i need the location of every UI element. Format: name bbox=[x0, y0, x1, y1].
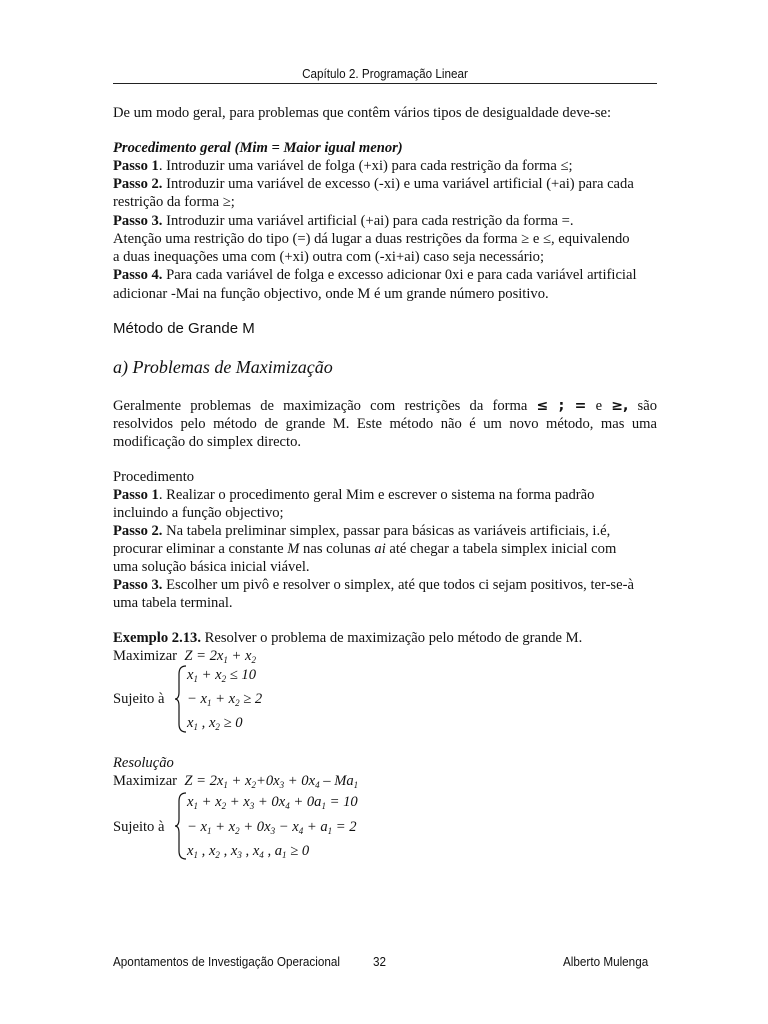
proc-passo-2-cont: procurar eliminar a constante M nas colunas ai até chegar a tabela simplex inicial com bbox=[113, 541, 617, 557]
subsection-heading: a) Problemas de Maximização bbox=[113, 357, 333, 377]
proc-passo-2: Passo 2. Na tabela preliminar simplex, passar para básicas as variáveis artificiais, i.é, bbox=[113, 523, 611, 539]
resolucao-constraint: − $x_1 + x_2 + 0x_3 - x_4 + a_1 = 2$ bbox=[187, 819, 357, 836]
atencao-line-1: Atenção uma restrição do tipo (=) dá lugar a duas restrições da forma ≥ e ≤, equivalendo bbox=[113, 231, 630, 247]
intro-text: De um modo geral, para problemas que contêm vários tipos de desigualdade deve-se: bbox=[113, 105, 612, 121]
header-rule bbox=[113, 83, 657, 84]
exemplo-title: Exemplo 2.13. Resolver o problema de maximização pelo método de grande M. bbox=[113, 630, 583, 646]
passo-2: Passo 2. Introduzir uma variável de excesso (-xi) e uma variável artificial (+ai) para cada bbox=[113, 176, 634, 192]
resolucao-objective-expression: $Z = 2x_1 + x_2+0x_3 + 0x_4 - Ma_1$ bbox=[184, 773, 359, 790]
exemplo-sujeito-label: Sujeito à bbox=[113, 691, 165, 707]
resolucao-constraint: $x_1$ , $x_2$ , $x_3$ , $x_4$ , $a_1 \ge 0$ bbox=[187, 843, 310, 860]
exemplo-brace bbox=[174, 664, 188, 734]
proc-passo-1: Passo 1. Realizar o procedimento geral Mim e escrever o sistema na forma padrão bbox=[113, 487, 595, 503]
exemplo-objective-expression: $Z = 2x_1 + x_2$ bbox=[184, 648, 257, 665]
page-header: Capítulo 2. Programação Linear bbox=[302, 66, 468, 81]
section-heading: Método de Grande M bbox=[113, 320, 255, 337]
proc-passo-3: Passo 3. Escolher um pivô e resolver o simplex, até que todos ci sejam positivos, ter-se-à bbox=[113, 577, 634, 593]
atencao-line-2: a duas inequações uma com (+xi) outra com (-xi+ai) caso seja necessário; bbox=[113, 249, 545, 265]
exemplo-constraint: − $x_1 + x_2 \ge 2$ bbox=[187, 691, 263, 708]
metodo-paragraph-line-1: Geralmente problemas de maximização com restrições da forma ≤ ; = e ≥, são bbox=[113, 398, 657, 414]
proc-passo-2-cont2: uma solução básica inicial viável. bbox=[113, 559, 310, 575]
passo-3: Passo 3. Introduzir uma variável artificial (+ai) para cada restrição da forma =. bbox=[113, 213, 574, 229]
passo-1: Passo 1. Introduzir uma variável de folga (+xi) para cada restrição da forma ≤; bbox=[113, 158, 573, 174]
footer-author: Alberto Mulenga bbox=[563, 954, 649, 969]
footer-title: Apontamentos de Investigação Operacional bbox=[113, 954, 340, 969]
resolucao-title: Resolução bbox=[113, 755, 174, 771]
passo-4-cont: adicionar -Mai na função objectivo, onde M é um grande número positivo. bbox=[113, 286, 549, 302]
exemplo-constraint: $x_1$ , $x_2 \ge 0$ bbox=[187, 715, 243, 732]
proc-passo-1-cont: incluindo a função objectivo; bbox=[113, 505, 284, 521]
resolucao-sujeito-label: Sujeito à bbox=[113, 819, 165, 835]
exemplo-constraint: $x_1 + x_2 \le 10$ bbox=[187, 667, 257, 684]
passo-2-cont: restrição da forma ≥; bbox=[113, 194, 235, 210]
procedimento-geral-title: Procedimento geral (Mim = Maior igual menor) bbox=[113, 140, 403, 156]
proc-passo-3-cont: uma tabela terminal. bbox=[113, 595, 233, 611]
resolucao-brace bbox=[174, 791, 188, 861]
resolucao-objective: Maximizar $Z = 2x_1 + x_2+0x_3 + 0x_4 - Ma_1$ bbox=[113, 773, 359, 790]
passo-4: Passo 4. Para cada variável de folga e excesso adicionar 0xi e para cada variável artificial bbox=[113, 267, 637, 283]
metodo-paragraph-line-3: modificação do simplex directo. bbox=[113, 434, 302, 450]
exemplo-objective: Maximizar $Z = 2x_1 + x_2$ bbox=[113, 648, 257, 665]
procedimento-title: Procedimento bbox=[113, 469, 195, 485]
metodo-paragraph-line-2: resolvidos pelo método de grande M. Este método não é um novo método, mas uma bbox=[113, 416, 657, 432]
resolucao-constraint: $x_1 + x_2 + x_3 + 0x_4 + 0a_1 = 10$ bbox=[187, 794, 358, 811]
page-number: 32 bbox=[373, 954, 387, 969]
